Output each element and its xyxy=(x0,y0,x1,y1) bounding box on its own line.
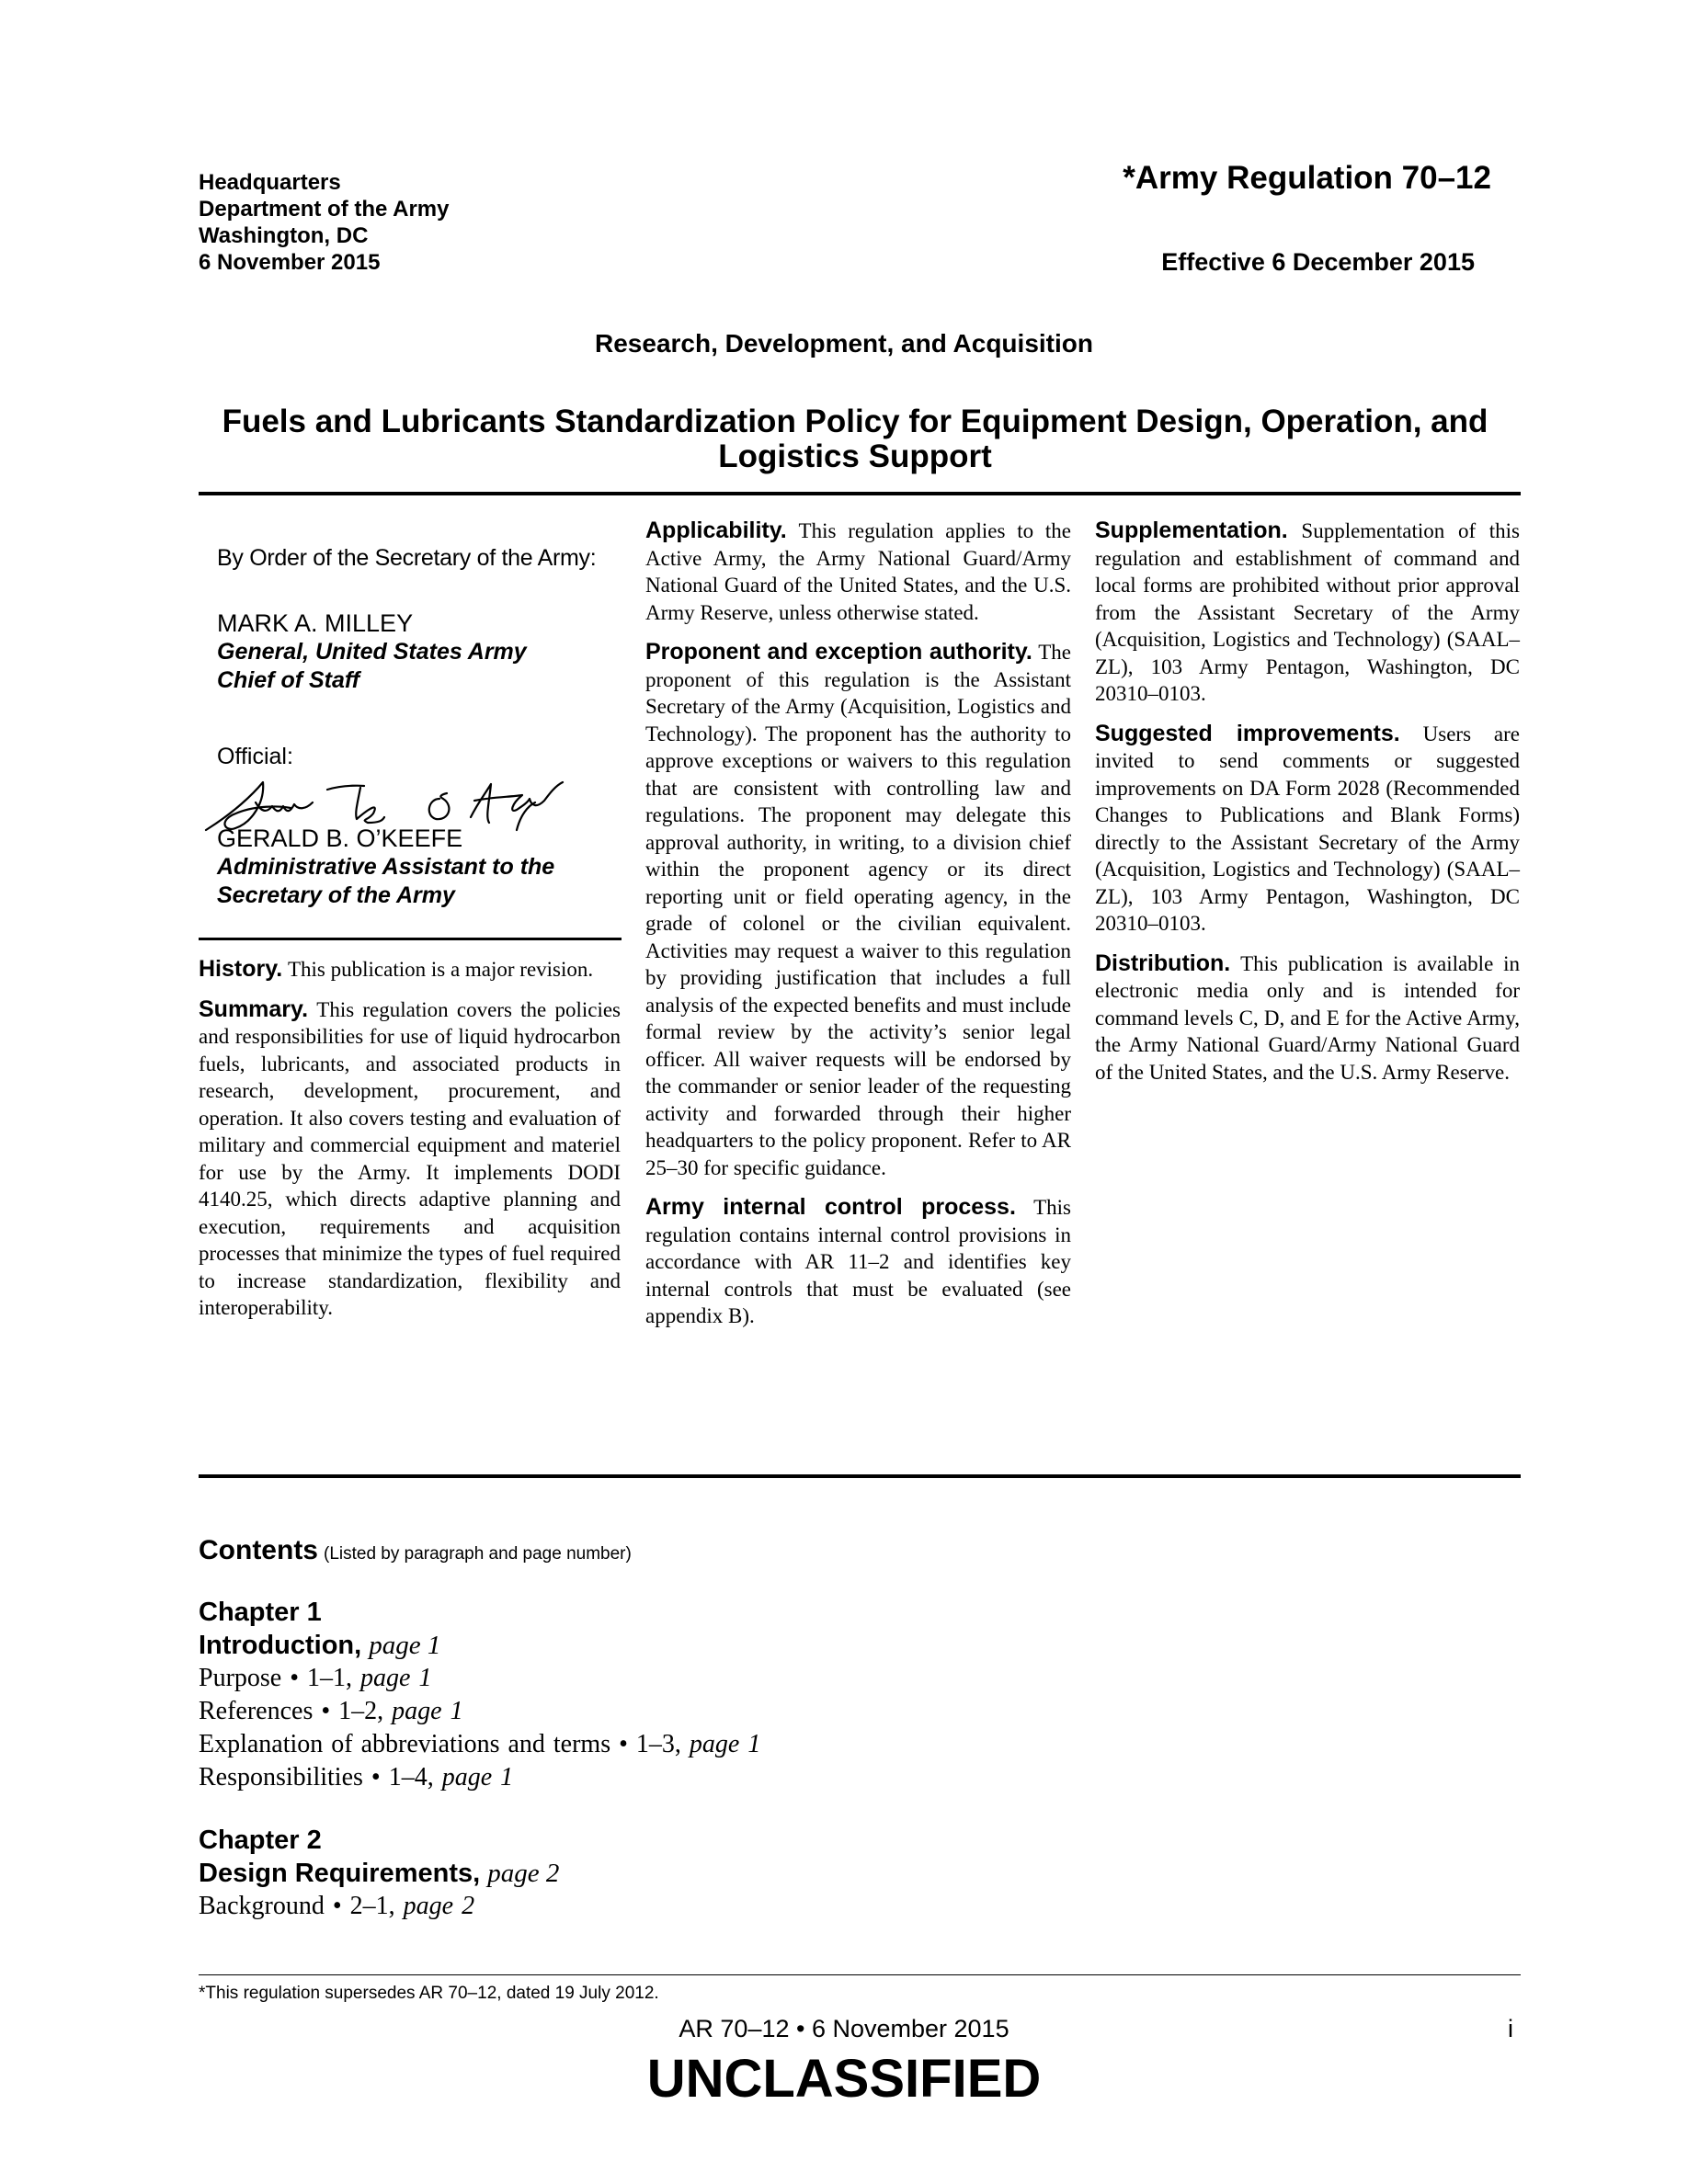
distribution-section xyxy=(1095,950,1520,1086)
officer-name: GERALD B. O’KEEFE xyxy=(217,825,463,852)
divider xyxy=(199,1474,1521,1478)
publication-date: 6 November 2015 xyxy=(199,250,381,275)
effective-date: Effective 6 December 2015 xyxy=(1161,248,1475,276)
footnote: *This regulation supersedes AR 70–12, dated 19 July 2012. xyxy=(199,1984,659,2003)
column-middle xyxy=(645,518,1071,1343)
toc-entry[interactable] xyxy=(199,1695,1486,1728)
summary-heading: Summary. xyxy=(199,995,309,1022)
internal-control-heading: Army internal control process. xyxy=(645,1194,1016,1220)
applicability-body: This regulation applies to the Active Army, the Army National Guard/Army National Guard of the United States, and the U.S. Army Reserve, unless otherwise stated. xyxy=(645,519,1071,624)
org-line: Department of the Army xyxy=(199,197,450,222)
column-right xyxy=(1095,518,1520,1098)
footnote-divider xyxy=(199,1974,1521,1975)
chapter-title[interactable]: Introduction, xyxy=(199,1631,362,1660)
toc-entry[interactable] xyxy=(199,1761,1486,1794)
column-left xyxy=(199,956,621,1335)
classification-marking: UNCLASSIFIED xyxy=(646,2049,1042,2109)
headquarters-block xyxy=(199,169,449,276)
org-line: Headquarters xyxy=(199,170,341,195)
signature-block xyxy=(199,544,622,910)
distribution-heading: Distribution. xyxy=(1095,950,1231,976)
regulation-number: *Army Regulation 70–12 xyxy=(1123,160,1491,196)
improvements-heading: Suggested improvements. xyxy=(1095,720,1400,746)
signer-name: MARK A. MILLEY xyxy=(217,609,414,637)
signer-title: Chief of Staff xyxy=(217,667,360,693)
chapter-number: Chapter 1 xyxy=(199,1598,322,1627)
toc-entry-page: page 1 xyxy=(689,1730,761,1758)
chapter-title-line xyxy=(199,1629,1486,1662)
toc-entry-text: Explanation of abbreviations and terms • 1–3, xyxy=(199,1730,681,1758)
improvements-section xyxy=(1095,721,1520,938)
contents-title: Contents xyxy=(199,1535,318,1565)
officer-title: Secretary of the Army xyxy=(217,882,455,908)
supplementation-body: Supplementation of this regulation and establishment of command and local forms are prohibited without prior approval from the Assistant Secretary of the Army (Acquisition, Logistics and Technology) (SAAL–ZL), 103 Army Pentagon, Washington, DC 20310–0103. xyxy=(1095,519,1520,705)
toc-entry-page: page 1 xyxy=(441,1763,514,1792)
supplementation-heading: Supplementation. xyxy=(1095,518,1288,543)
chapter-page: page 2 xyxy=(487,1859,560,1888)
table-of-contents xyxy=(199,1535,1486,1923)
internal-control-section xyxy=(645,1194,1071,1330)
proponent-section xyxy=(645,639,1071,1181)
by-order-line: By Order of the Secretary of the Army: xyxy=(217,545,597,571)
divider xyxy=(199,492,1521,495)
chapter-page: page 1 xyxy=(369,1631,441,1660)
supplementation-section xyxy=(1095,518,1520,708)
org-line: Washington, DC xyxy=(199,223,369,248)
applicability-section xyxy=(645,518,1071,626)
history-heading: History. xyxy=(199,956,283,982)
toc-entry[interactable] xyxy=(199,1662,1486,1695)
improvements-body: Users are invited to send comments or suggested improvements on DA Form 2028 (Recommended Changes to Publications and Blank Forms) directly to the Assistant Secretary of the Army (Acquisition, Logistics and Technology) (SAAL–ZL), 103 Army Pentagon, Washington, DC 20310–0103. xyxy=(1095,722,1520,935)
official-label: Official: xyxy=(217,744,293,769)
chapter-number: Chapter 2 xyxy=(199,1826,322,1855)
toc-entry[interactable] xyxy=(199,1890,1486,1923)
toc-entry-page: page 2 xyxy=(403,1892,475,1920)
document-title: Fuels and Lubricants Standardization Policy for Equipment Design, Operation, and Logistics Support xyxy=(222,404,1488,474)
toc-entry-text: Background • 2–1, xyxy=(199,1892,395,1920)
history-section xyxy=(199,956,621,984)
summary-body: This regulation covers the policies and responsibilities for use of liquid hydrocarbon fuels, lubricants, and associated products in research, development, procurement, and operation. It also covers testing and evaluation of military and commercial equipment and materiel for use by the Army. It implements DODI 4140.25, which directs adaptive planning and execution, requirements and acquisition processes that minimize the types of fuel required to increase standardization, flexibility and interoperability. xyxy=(199,997,621,1319)
applicability-heading: Applicability. xyxy=(645,518,787,543)
footer-document-id: AR 70–12 • 6 November 2015 xyxy=(679,2015,1009,2042)
history-body: This publication is a major revision. xyxy=(287,958,594,981)
chapter-title[interactable]: Design Requirements, xyxy=(199,1859,481,1888)
officer-title: Administrative Assistant to the xyxy=(217,854,555,880)
contents-heading xyxy=(199,1535,1486,1566)
proponent-heading: Proponent and exception authority. xyxy=(645,639,1032,665)
signer-title: General, United States Army xyxy=(217,639,527,665)
chapter-block xyxy=(199,1824,1486,1923)
proponent-body: The proponent of this regulation is the Assistant Secretary of the Army (Acquisition, Logistics and Technology). The proponent has the authority to approve exceptions or waivers to this regulation that are consistent with controlling law and regulations. The proponent may delegate this approval authority, in writing, to a division chief within the proponent agency or its direct reporting unit or field operating agency, in the grade of colonel or the civilian equivalent. Activities may request a waiver to this regulation by providing justification that includes a full analysis of the expected benefits and must include formal review by the activity’s senior legal officer. All waiver requests will be endorsed by the commander or senior leader of the requesting activity and forwarded through their higher headquarters to the policy proponent. Refer to AR 25–30 for specific guidance. xyxy=(645,641,1071,1179)
toc-entry-text: Purpose • 1–1, xyxy=(199,1664,353,1692)
category-heading: Research, Development, and Acquisition xyxy=(595,329,1093,358)
toc-entry-page: page 1 xyxy=(392,1697,463,1725)
chapter-block xyxy=(199,1596,1486,1794)
distribution-body: This publication is available in electronic media only and is intended for command levels C, D, and E for the Active Army, the Army National Guard/Army National Guard of the United States, and the U.S. Army Reserve. xyxy=(1095,951,1521,1084)
toc-entry-page: page 1 xyxy=(360,1664,432,1692)
toc-entry[interactable] xyxy=(199,1728,1486,1761)
chapter-title-line xyxy=(199,1857,1486,1890)
contents-note: (Listed by paragraph and page number) xyxy=(324,1544,632,1564)
page-number: i xyxy=(1508,2015,1513,2042)
toc-entry-text: Responsibilities • 1–4, xyxy=(199,1763,434,1792)
toc-entry-text: References • 1–2, xyxy=(199,1697,384,1725)
summary-section xyxy=(199,996,621,1322)
internal-control-body: This regulation contains internal control provisions in accordance with AR 11–2 and identifies key internal controls that must be evaluated (see appendix B). xyxy=(645,1196,1071,1327)
signature-divider xyxy=(199,938,622,940)
